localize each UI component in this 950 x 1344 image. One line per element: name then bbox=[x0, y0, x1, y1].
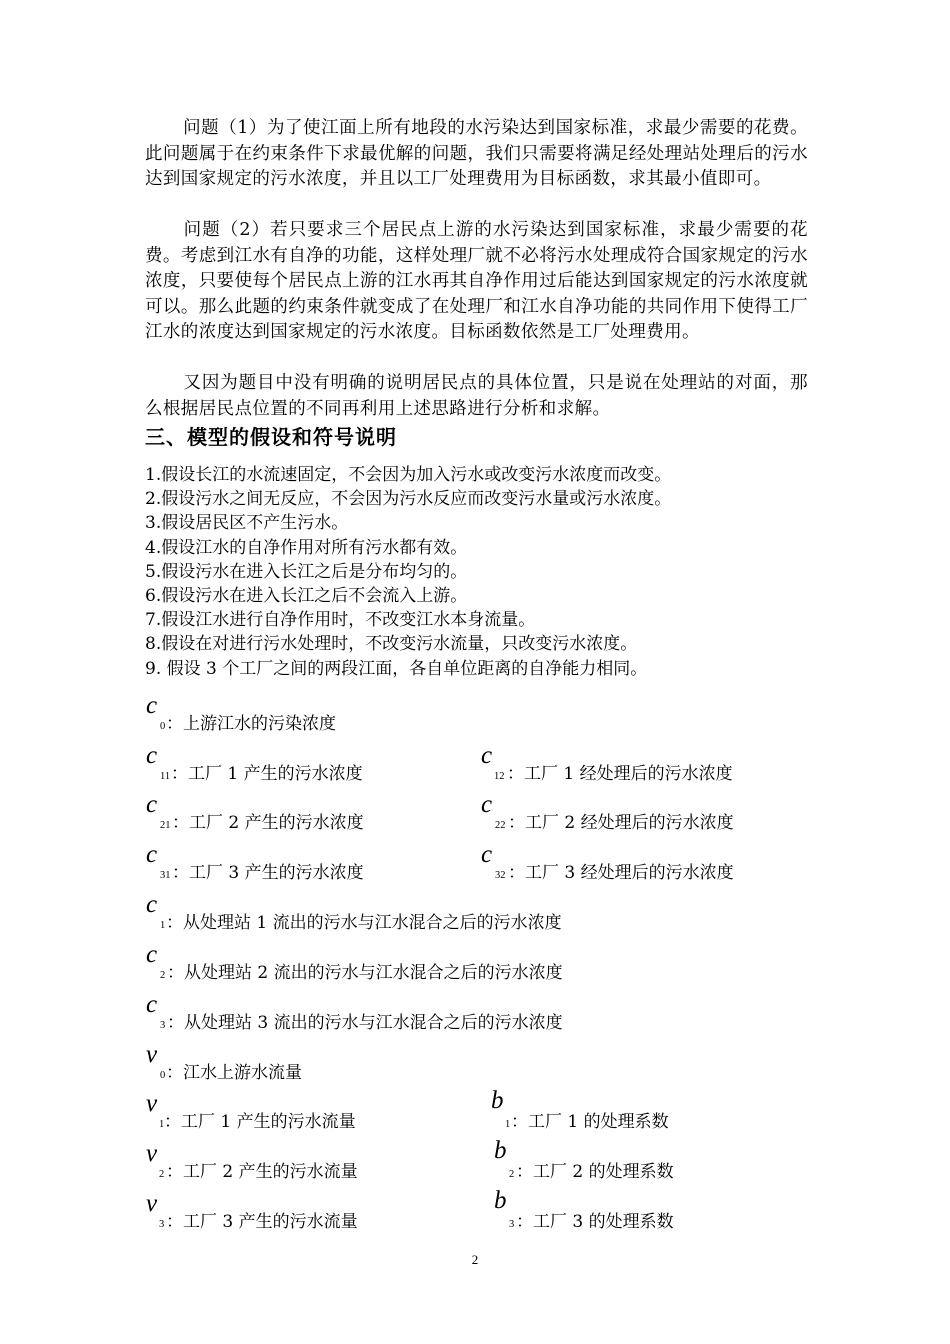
symbol-subscript: 22 bbox=[495, 820, 506, 831]
assumption-item: 8.假设在对进行污水处理时，不改变污水流量，只改变污水浓度。 bbox=[145, 634, 638, 655]
paragraph-residential-location bbox=[145, 371, 808, 422]
symbol-description: ：工厂 3 经处理后的污水浓度 bbox=[508, 863, 734, 883]
symbol-variable: c bbox=[146, 742, 158, 769]
symbol-variable: c bbox=[146, 991, 158, 1018]
assumption-item: 6.假设污水在进入长江之后不会流入上游。 bbox=[145, 586, 468, 607]
paragraph-problem-1 bbox=[145, 116, 808, 193]
symbol-variable: c bbox=[481, 841, 493, 868]
symbol-subscript: 0 bbox=[160, 1070, 166, 1081]
assumption-item: 7.假设江水进行自净作用时，不改变江水本身流量。 bbox=[145, 610, 536, 631]
symbol-subscript: 3 bbox=[509, 1219, 515, 1230]
symbol-description: ：从处理站 1 流出的污水与江水混合之后的污水浓度 bbox=[166, 913, 562, 933]
symbol-description: ：江水上游水流量 bbox=[166, 1063, 302, 1083]
symbol-subscript: 21 bbox=[160, 820, 171, 831]
symbol-description: ：工厂 1 的处理系数 bbox=[511, 1112, 669, 1132]
symbol-variable: c bbox=[481, 742, 493, 769]
symbol-variable: b bbox=[494, 1187, 507, 1214]
symbol-subscript: 32 bbox=[495, 870, 506, 881]
symbol-description: ：工厂 1 经处理后的污水浓度 bbox=[507, 764, 733, 784]
paragraph-text: 又因为题目中没有明确的说明居民点的具体位置，只是说在处理站的对面，那么根据居民点位置的不同再利用上述思路进行分析和求解。 bbox=[145, 373, 808, 419]
symbol-subscript: 1 bbox=[160, 920, 166, 931]
symbol-description: ：工厂 2 产生的污水浓度 bbox=[172, 813, 364, 833]
symbol-variable: c bbox=[146, 791, 158, 818]
paragraph-text: 问题（2）若只要求三个居民点上游的水污染达到国家标准，求最少需要的花费。考虑到江水有自净的功能，这样处理厂就不必将污水处理成符合国家规定的污水浓度，只要使每个居民点上游的江水再其自净作用过后能达到国家规定的污水浓度就可以。那么此题的约束条件就变成了在处理厂和江水自净功能的共同作用下使得工厂江水的浓度达到国家规定的污水浓度。目标函数依然是工厂处理费用。 bbox=[145, 220, 808, 342]
assumption-item: 9. 假设 3 个工厂之间的两段江面，各自单位距离的自净能力相同。 bbox=[145, 658, 648, 679]
symbol-description: ：上游江水的污染浓度 bbox=[166, 714, 336, 734]
section-heading: 三、模型的假设和符号说明 bbox=[145, 425, 397, 449]
symbol-variable: c bbox=[146, 692, 158, 719]
symbol-description: ：工厂 2 经处理后的污水浓度 bbox=[508, 813, 734, 833]
symbol-description: ：从处理站 2 流出的污水与江水混合之后的污水浓度 bbox=[167, 963, 563, 983]
symbol-variable: v bbox=[146, 1190, 158, 1217]
assumption-item: 3.假设居民区不产生污水。 bbox=[145, 513, 349, 534]
symbol-subscript: 1 bbox=[505, 1119, 511, 1130]
symbol-description: ：工厂 3 产生的污水流量 bbox=[166, 1212, 358, 1232]
symbol-variable: v bbox=[146, 1090, 158, 1117]
symbol-subscript: 2 bbox=[159, 1169, 165, 1180]
symbol-subscript: 12 bbox=[494, 771, 505, 782]
assumption-item: 2.假设污水之间无反应，不会因为污水反应而改变污水量或污水浓度。 bbox=[145, 489, 672, 510]
symbol-description: ：工厂 2 的处理系数 bbox=[516, 1162, 674, 1182]
assumptions-list bbox=[145, 463, 671, 681]
assumption-item: 1.假设长江的水流速固定，不会因为加入污水或改变污水浓度而改变。 bbox=[145, 465, 672, 485]
symbol-subscript: 3 bbox=[159, 1219, 165, 1230]
assumption-item: 4.假设江水的自净作用对所有污水都有效。 bbox=[145, 537, 468, 558]
symbol-subscript: 3 bbox=[160, 1020, 166, 1031]
symbol-subscript: 11 bbox=[160, 771, 171, 782]
symbol-description: ：从处理站 3 流出的污水与江水混合之后的污水浓度 bbox=[167, 1013, 563, 1033]
symbol-variable: v bbox=[146, 1041, 158, 1068]
symbol-variable: b bbox=[491, 1087, 504, 1114]
symbol-variable: b bbox=[494, 1137, 507, 1164]
symbol-variable: c bbox=[481, 791, 493, 818]
symbol-description: ：工厂 1 产生的污水流量 bbox=[164, 1112, 356, 1132]
paragraph-problem-2 bbox=[145, 218, 808, 346]
paragraph-text: 问题（1）为了使江面上所有地段的水污染达到国家标准，求最少需要的花费。此问题属于在约束条件下求最优解的问题，我们只需要将满足经处理站处理后的污水达到国家规定的污水浓度，并且以工厂处理费用为目标函数，求其最小值即可。 bbox=[145, 118, 808, 189]
symbol-description: ：工厂 1 产生的污水浓度 bbox=[171, 764, 363, 784]
symbol-subscript: 1 bbox=[159, 1119, 165, 1130]
symbol-description: ：工厂 3 产生的污水浓度 bbox=[172, 863, 364, 883]
symbol-variable: c bbox=[146, 941, 158, 968]
symbol-description: ：工厂 3 的处理系数 bbox=[516, 1212, 674, 1232]
symbol-subscript: 2 bbox=[160, 970, 166, 981]
page-number: 2 bbox=[471, 1252, 479, 1267]
symbol-variable: c bbox=[146, 841, 158, 868]
symbol-variable: v bbox=[146, 1140, 158, 1167]
symbol-variable: c bbox=[146, 891, 158, 918]
symbol-description: ：工厂 2 产生的污水流量 bbox=[166, 1162, 358, 1182]
symbol-subscript: 2 bbox=[509, 1169, 515, 1180]
symbol-subscript: 31 bbox=[160, 870, 171, 881]
symbol-subscript: 0 bbox=[160, 721, 166, 732]
assumption-item: 5.假设污水在进入长江之后是分布均匀的。 bbox=[145, 561, 468, 582]
